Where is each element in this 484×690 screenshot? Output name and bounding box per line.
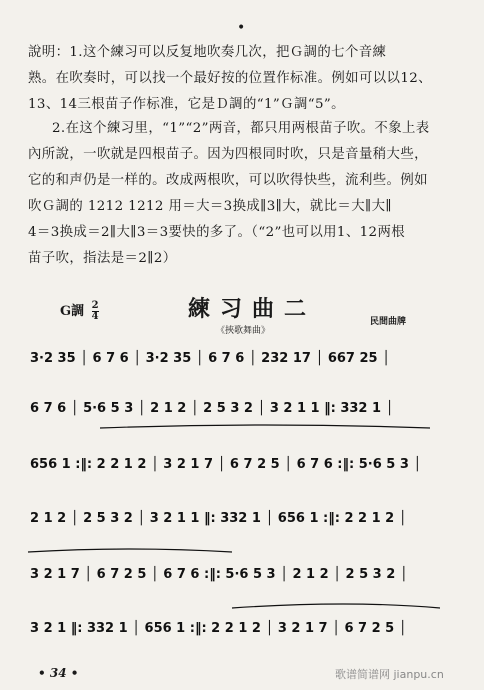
jianpu-score (0, 340, 484, 660)
score-row: 3 2 1 ‖: 332 1 │ 656 1 :‖: 2 2 1 2 │ 3 2 1 7 │ 6 7 2 5 │ (30, 621, 407, 636)
score-row: 6 7 6 │ 5·6 5 3 │ 2 1 2 │ 2 5 3 2 │ 3 2 1 1 ‖: 332 1 │ (30, 401, 394, 416)
note-paragraph-1 (28, 40, 466, 118)
key-signature (60, 300, 99, 322)
slur-line (100, 425, 430, 428)
score-subtitle: 《挾歌舞曲》 (216, 326, 271, 336)
time-top: 2 (91, 300, 99, 311)
p2-line: 內所說，一吹就是四根苗子。因为四根同时吹，只是音量稍大些， (28, 147, 428, 162)
slur-line (232, 604, 440, 608)
p1-line: 熟。在吹奏时，可以找一个最好按的位置作标准。例如可以以12、 (28, 71, 432, 86)
score-title: 練习曲二 (188, 296, 317, 322)
watermark: 歌谱简谱网 jianpu.cn (335, 668, 444, 681)
p1-line: 說明：1.这个練习可以反复地吹奏几次，把Ｇ調的七个音練 (28, 45, 387, 60)
page-number: • 34 • (38, 666, 79, 680)
note-paragraph-2 (28, 116, 466, 272)
key-label: G調 (60, 304, 85, 319)
slur-line (28, 549, 232, 552)
score-row: 3·2 35 │ 6 7 6 │ 3·2 35 │ 6 7 6 │ 232 17 │ 667 25 │ (30, 351, 390, 366)
time-signature (92, 301, 99, 322)
score-source: 民間曲牌 (370, 317, 407, 327)
score-row: 3 2 1 7 │ 6 7 2 5 │ 6 7 6 :‖: 5·6 5 3 │ 2 1 2 │ 2 5 3 2 │ (30, 567, 408, 582)
top-dot-mark: • (237, 20, 246, 36)
p2-line: 苗子吹，指法是＝2∥2） (28, 251, 177, 266)
p2-line: 4＝3换成＝2∥大∥3＝3要快的多了。（“2”也可以用1、12两根 (28, 225, 406, 240)
score-row: 2 1 2 │ 2 5 3 2 │ 3 2 1 1 ‖: 332 1 │ 656 1 :‖: 2 2 1 2 │ (30, 511, 407, 526)
p2-line: 吹Ｇ調的 1212 1212 用＝大＝3换成∥3∥大，就比＝大∥大∥ (28, 199, 392, 214)
score-row: 656 1 :‖: 2 2 1 2 │ 3 2 1 7 │ 6 7 2 5 │ 6 7 6 :‖: 5·6 5 3 │ (30, 457, 422, 472)
p2-line: 2.在这个練习里，“1”“2”两音，都只用两根苗子吹。不象上表 (52, 121, 430, 136)
time-bottom: 4 (91, 311, 99, 322)
p1-line: 13、14三根苗子作标准，它是Ｄ調的“1”Ｇ調“5”。 (28, 97, 345, 112)
p2-line: 它的和声仍是一样的。改成两根吹，可以吹得快些，流利些。例如 (28, 173, 428, 188)
